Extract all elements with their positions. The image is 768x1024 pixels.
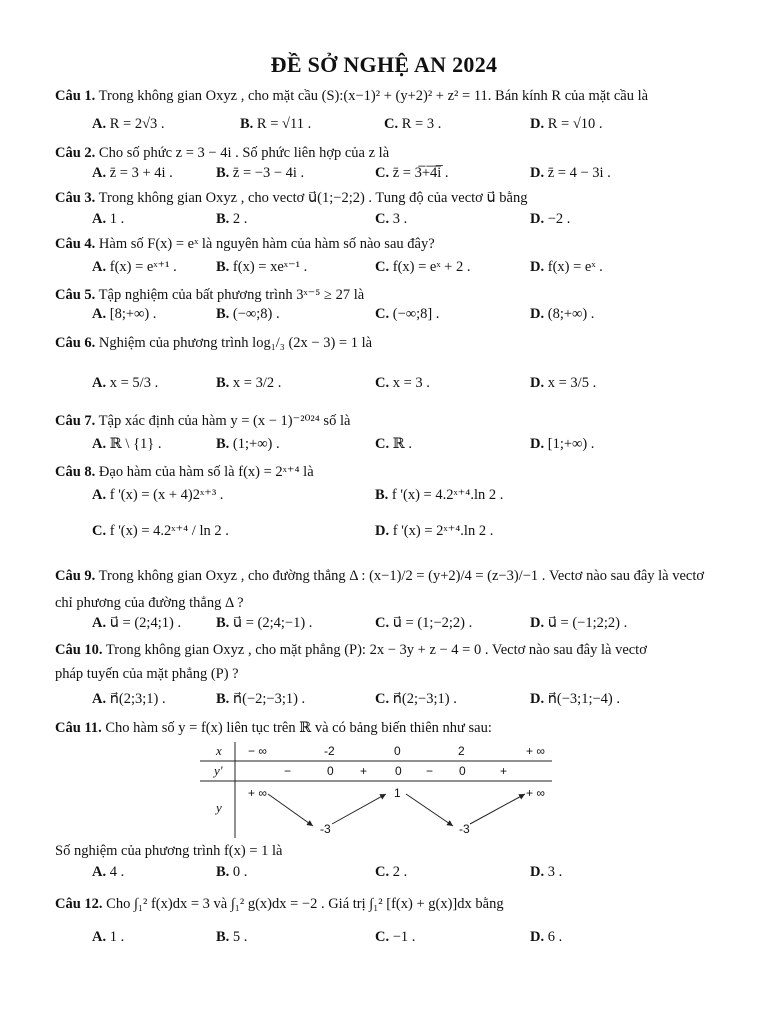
question-3	[55, 188, 745, 208]
option-a: A. f '(x) = (x + 4)2ˣ⁺³ .	[92, 487, 224, 503]
option-b: B. 2 .	[216, 211, 248, 227]
sign: −	[284, 764, 292, 778]
option-b: B. u⃗ = (2;4;−1) .	[216, 615, 313, 631]
question-7	[55, 411, 745, 431]
option-b: B. (1;+∞) .	[216, 436, 280, 452]
question-5	[55, 285, 745, 305]
option-d: D. u⃗ = (−1;2;2) .	[530, 615, 628, 631]
option-c: C. n⃗(2;−3;1) .	[375, 691, 457, 707]
question-text: Trong không gian Oxyz , cho vectơ u⃗(1;−2;2) . Tung độ của vectơ u⃗ bằng	[98, 190, 528, 206]
option-a: A. R = 2√3 .	[92, 116, 165, 132]
x-value: -2	[324, 744, 335, 758]
option-d: D. (8;+∞) .	[530, 306, 595, 322]
question-label: Câu 3.	[55, 190, 96, 206]
option-a: A. 4 .	[92, 864, 125, 880]
question-text: Hàm số F(x) = eˣ là nguyên hàm của hàm số nào sau đây?	[98, 236, 435, 252]
question-label: Câu 11.	[55, 720, 102, 736]
question-label: Câu 6.	[55, 335, 96, 351]
option-c: C. (−∞;8] .	[375, 306, 440, 322]
y-value: + ∞	[248, 786, 267, 800]
question-9	[55, 566, 745, 586]
question-11	[55, 718, 745, 738]
option-a: A. u⃗ = (2;4;1) .	[92, 615, 182, 631]
option-d: D. [1;+∞) .	[530, 436, 595, 452]
question-label: Câu 10.	[55, 642, 103, 658]
option-d: D. 3 .	[530, 864, 563, 880]
options-8b	[92, 523, 742, 545]
question-text: Nghiệm của phương trình log₁/₃ (2x − 3) = 1 là	[98, 335, 373, 351]
page-title: ĐỀ SỞ NGHỆ AN 2024	[270, 52, 498, 77]
question-label: Câu 7.	[55, 413, 96, 429]
option-c: C. x = 3 .	[375, 375, 430, 391]
option-a: A. x = 5/3 .	[92, 375, 159, 391]
question-text: Trong không gian Oxyz , cho mặt phẳng (P): 2x − 3y + z − 4 = 0 . Vectơ nào sau đây là vectơ	[105, 642, 647, 658]
options-4	[92, 259, 742, 281]
sign: +	[360, 764, 368, 778]
option-c: C. u⃗ = (1;−2;2) .	[375, 615, 473, 631]
table-x-label: x	[216, 743, 222, 758]
variation-table	[200, 742, 552, 838]
option-d: D. 6 .	[530, 929, 563, 945]
option-c: C. z̄ = 3̅+̅4̅i̅ .	[375, 165, 449, 181]
question-6	[55, 333, 745, 353]
question-9-cont: chỉ phương của đường thẳng Δ ?	[55, 595, 244, 611]
option-b: B. 5 .	[216, 929, 248, 945]
option-c: C. ℝ .	[375, 436, 413, 452]
option-b: B. (−∞;8) .	[216, 306, 280, 322]
question-label: Câu 5.	[55, 287, 96, 303]
option-a: A. f(x) = eˣ⁺¹ .	[92, 259, 177, 275]
option-c: C. 2 .	[375, 864, 408, 880]
option-d: D. f '(x) = 2ˣ⁺⁴.ln 2 .	[375, 523, 494, 539]
question-label: Câu 8.	[55, 464, 96, 480]
question-1	[55, 86, 745, 106]
question-8	[55, 462, 745, 482]
arrow-up-1	[332, 794, 386, 824]
y-value: -3	[320, 822, 331, 836]
option-c: C. R = 3 .	[384, 116, 442, 132]
option-b: B. R = √11 .	[240, 116, 312, 132]
question-10	[55, 640, 745, 660]
options-9	[92, 615, 742, 637]
question-4	[55, 234, 745, 254]
option-a: A. [8;+∞) .	[92, 306, 157, 322]
options-12	[92, 929, 742, 951]
question-label: Câu 2.	[55, 145, 96, 161]
question-text: Trong không gian Oxyz , cho mặt cầu (S):(x−1)² + (y+2)² + z² = 11. Bán kính R của mặt cầu là	[98, 88, 649, 104]
option-c: C. 3 .	[375, 211, 408, 227]
sign: −	[426, 764, 434, 778]
options-3	[92, 211, 742, 233]
option-d: D. R = √10 .	[530, 116, 603, 132]
question-2	[55, 143, 745, 163]
options-11	[92, 864, 742, 886]
question-text: Tập nghiệm của bất phương trình 3ˣ⁻⁵ ≥ 27 là	[98, 287, 365, 303]
question-10-cont: pháp tuyến của mặt phẳng (P) ?	[55, 666, 239, 682]
options-8a	[92, 487, 742, 509]
option-b: B. z̄ = −3 − 4i .	[216, 165, 305, 181]
option-b: B. x = 3/2 .	[216, 375, 282, 391]
option-a: A. z̄ = 3 + 4i .	[92, 165, 173, 181]
question-text: Cho hàm số y = f(x) liên tục trên ℝ và có bảng biến thiên như sau:	[105, 720, 492, 736]
question-11-cont: Số nghiệm của phương trình f(x) = 1 là	[55, 843, 283, 859]
y-value: -3	[459, 822, 470, 836]
question-text: Tập xác định của hàm y = (x − 1)⁻²⁰²⁴ số là	[98, 413, 351, 429]
option-a: A. ℝ \ {1} .	[92, 436, 162, 452]
options-7	[92, 436, 742, 458]
options-5	[92, 306, 742, 328]
sign: 0	[459, 764, 466, 778]
options-1	[92, 116, 742, 138]
question-text: Trong không gian Oxyz , cho đường thẳng Δ : (x−1)/2 = (y+2)/4 = (z−3)/−1 . Vectơ nào sau đây là vectơ	[98, 568, 705, 584]
question-12	[55, 894, 745, 914]
question-label: Câu 1.	[55, 88, 96, 104]
option-d: D. f(x) = eˣ .	[530, 259, 603, 275]
x-value: 0	[394, 744, 401, 758]
x-value: 2	[458, 744, 465, 758]
option-d: D. −2 .	[530, 211, 571, 227]
sign: 0	[395, 764, 402, 778]
option-d: D. x = 3/5 .	[530, 375, 597, 391]
sign: 0	[327, 764, 334, 778]
question-text: Đạo hàm của hàm số là f(x) = 2ˣ⁺⁴ là	[98, 464, 314, 480]
option-a: A. 1 .	[92, 929, 125, 945]
option-b: B. n⃗(−2;−3;1) .	[216, 691, 306, 707]
options-2	[92, 165, 742, 187]
option-a: A. 1 .	[92, 211, 125, 227]
option-b: B. f '(x) = 4.2ˣ⁺⁴.ln 2 .	[375, 487, 504, 503]
y-value: + ∞	[526, 786, 545, 800]
y-value: 1	[394, 786, 401, 800]
sign: +	[500, 764, 508, 778]
arrow-down-2	[406, 794, 453, 826]
option-c: C. −1 .	[375, 929, 416, 945]
question-text: Cho ∫₁² f(x)dx = 3 và ∫₁² g(x)dx = −2 . Giá trị ∫₁² [f(x) + g(x)]dx bằng	[106, 896, 504, 912]
question-label: Câu 4.	[55, 236, 96, 252]
x-value: + ∞	[526, 744, 545, 758]
option-d: D. n⃗(−3;1;−4) .	[530, 691, 620, 707]
option-b: B. f(x) = xeˣ⁻¹ .	[216, 259, 308, 275]
option-a: A. n⃗(2;3;1) .	[92, 691, 166, 707]
option-c: C. f '(x) = 4.2ˣ⁺⁴ / ln 2 .	[92, 523, 229, 539]
option-c: C. f(x) = eˣ + 2 .	[375, 259, 471, 275]
options-10	[92, 691, 742, 713]
question-label: Câu 9.	[55, 568, 96, 584]
question-label: Câu 12.	[55, 896, 103, 912]
arrow-up-2	[470, 794, 525, 824]
table-y-label: y	[216, 800, 222, 815]
option-b: B. 0 .	[216, 864, 248, 880]
table-yprime-label: y'	[214, 763, 223, 778]
option-d: D. z̄ = 4 − 3i .	[530, 165, 611, 181]
x-value: − ∞	[248, 744, 267, 758]
arrow-down-1	[268, 794, 313, 826]
question-text: Cho số phức z = 3 − 4i . Số phức liên hợp của z là	[98, 145, 390, 161]
options-6	[92, 375, 742, 397]
